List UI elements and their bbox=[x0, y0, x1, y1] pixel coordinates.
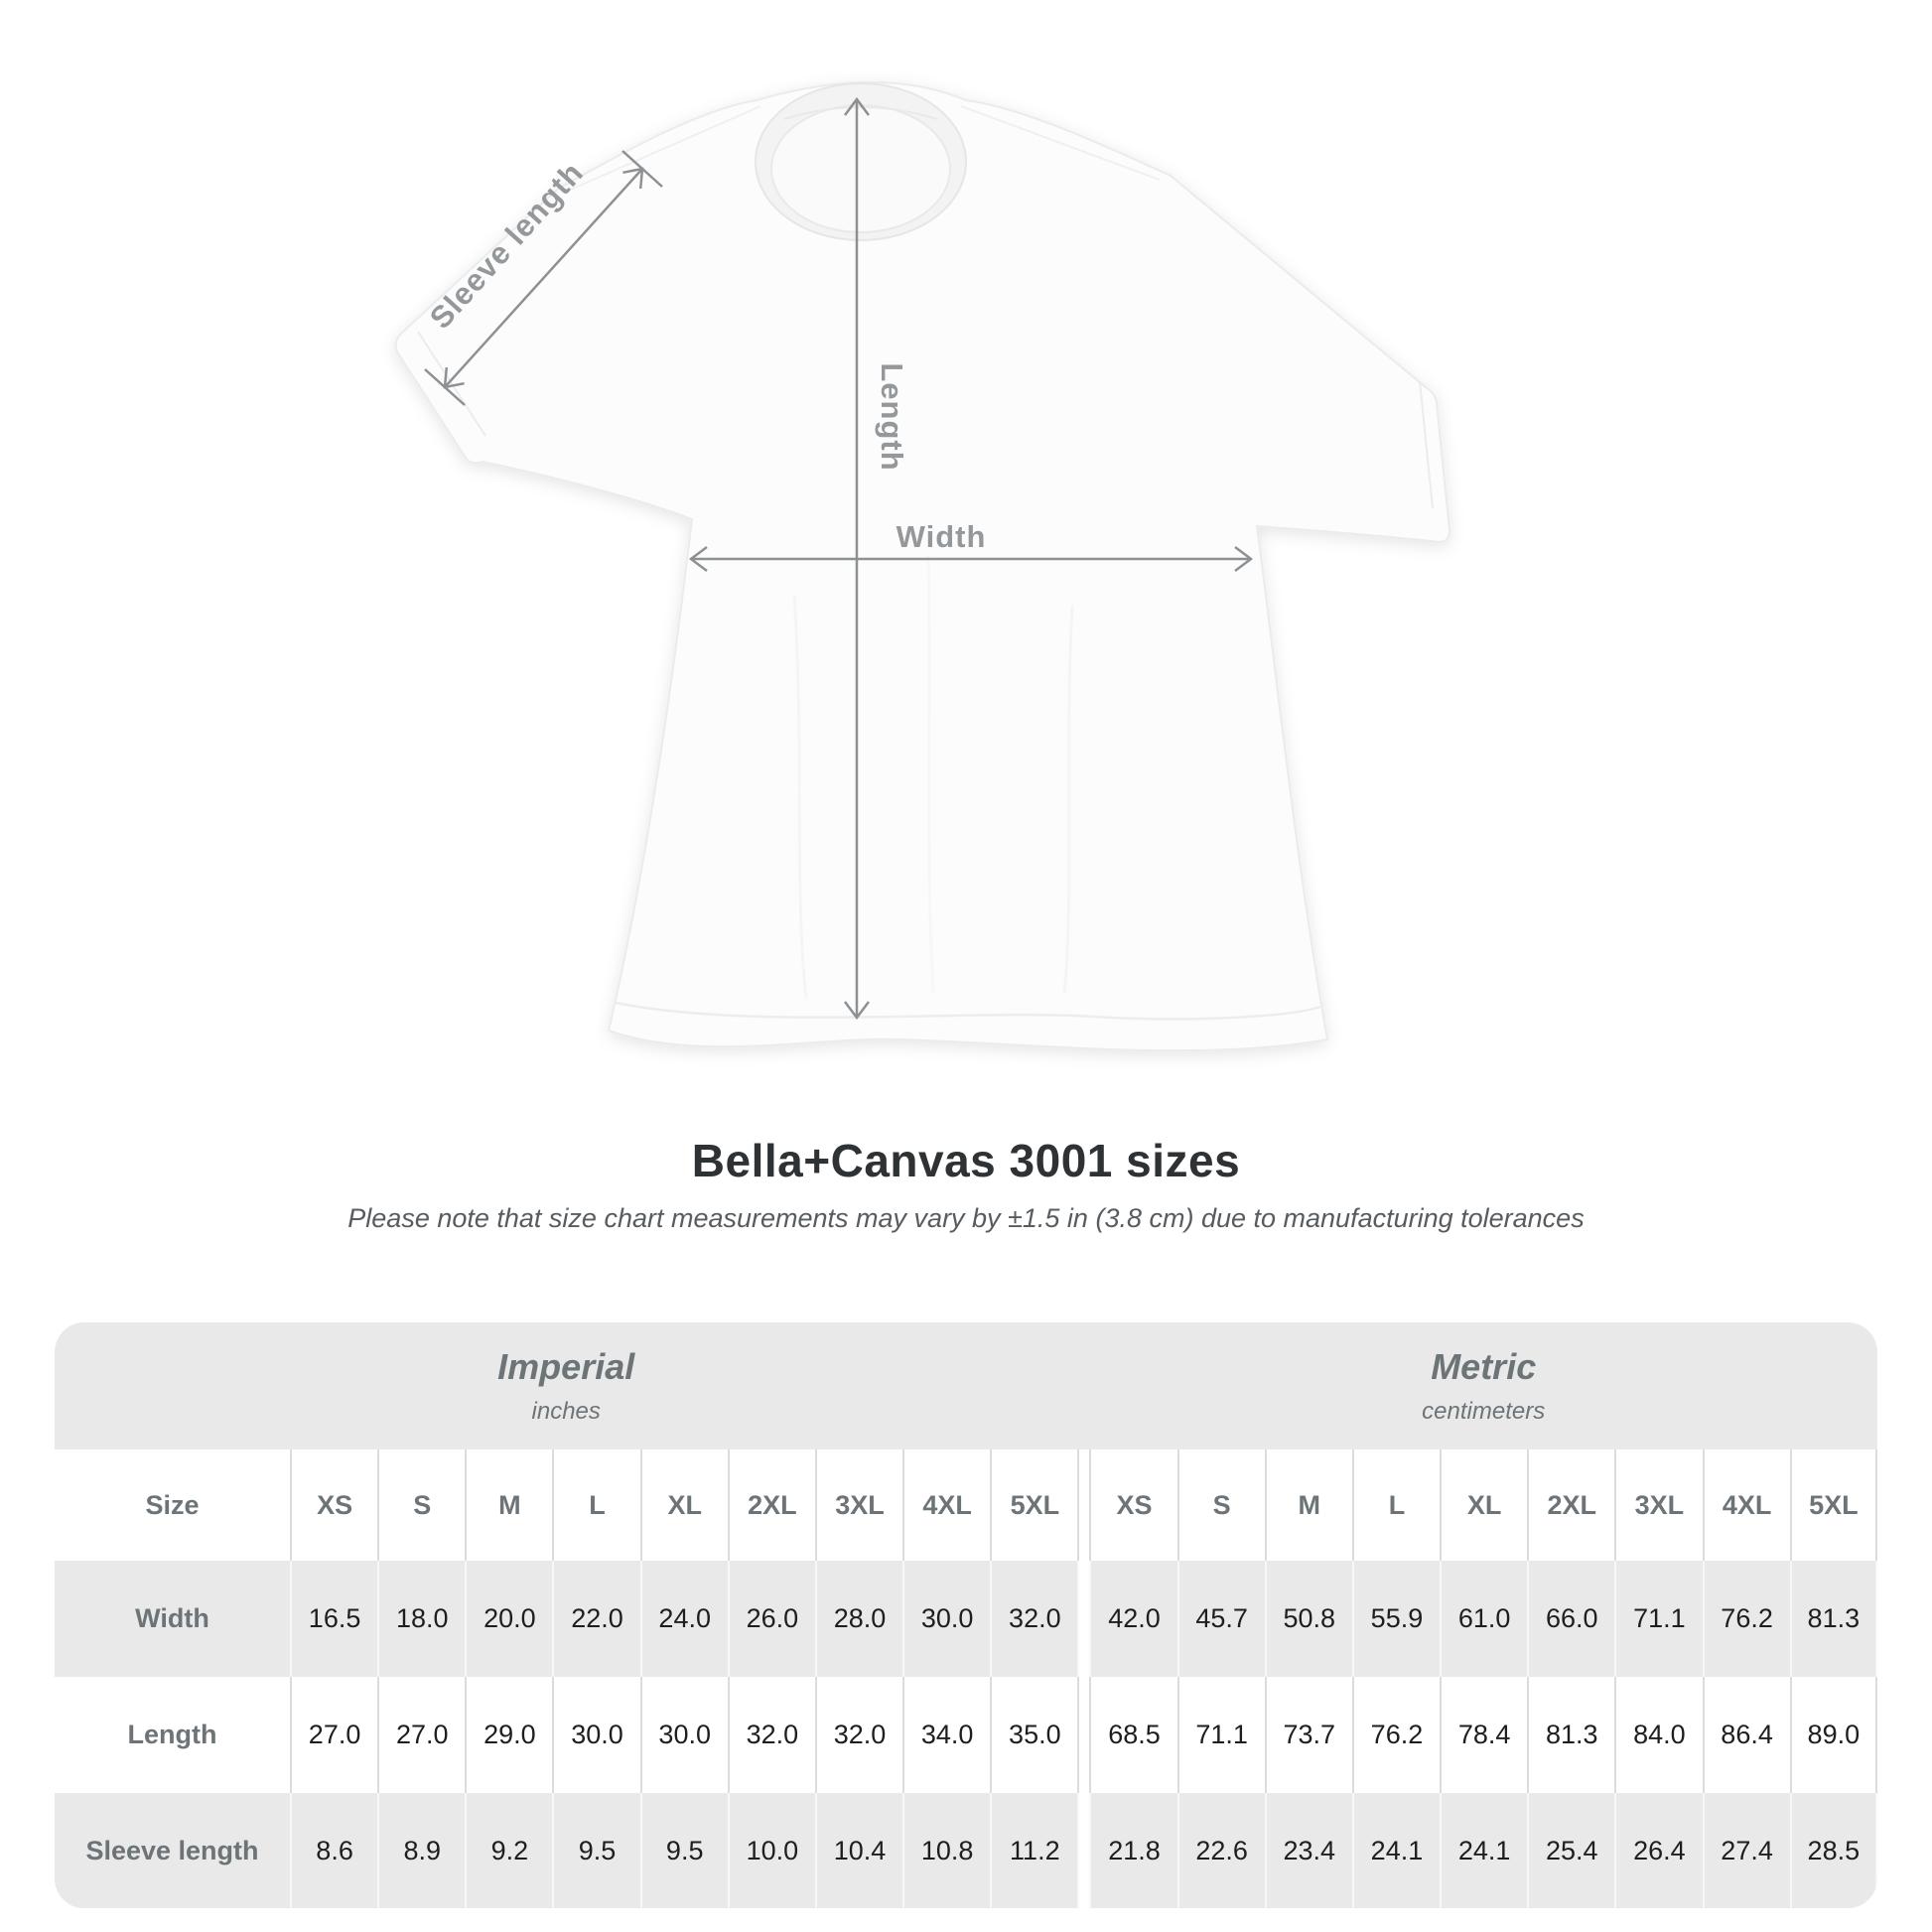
size-col-imperial-2XL: 2XL bbox=[728, 1449, 815, 1561]
value-metric-XS: 42.0 bbox=[1089, 1561, 1176, 1677]
value-imperial-2XL: 26.0 bbox=[728, 1561, 815, 1677]
unit-header-row bbox=[55, 1322, 1877, 1449]
value-imperial-4XL: 10.8 bbox=[902, 1793, 990, 1908]
group-gap bbox=[1077, 1677, 1089, 1793]
value-metric-2XL: 66.0 bbox=[1527, 1561, 1614, 1677]
value-metric-XS: 68.5 bbox=[1089, 1677, 1176, 1793]
value-metric-XL: 24.1 bbox=[1440, 1793, 1527, 1908]
value-metric-L: 55.9 bbox=[1352, 1561, 1440, 1677]
value-imperial-S: 8.9 bbox=[377, 1793, 465, 1908]
value-metric-XS: 21.8 bbox=[1089, 1793, 1176, 1908]
value-imperial-M: 20.0 bbox=[465, 1561, 552, 1677]
length-label: Length bbox=[875, 362, 909, 472]
value-metric-XL: 78.4 bbox=[1440, 1677, 1527, 1793]
value-metric-2XL: 81.3 bbox=[1527, 1677, 1614, 1793]
value-metric-5XL: 89.0 bbox=[1790, 1677, 1877, 1793]
value-metric-4XL: 27.4 bbox=[1703, 1793, 1790, 1908]
size-col-imperial-3XL: 3XL bbox=[815, 1449, 902, 1561]
value-imperial-XS: 16.5 bbox=[290, 1561, 377, 1677]
value-metric-3XL: 84.0 bbox=[1614, 1677, 1702, 1793]
value-metric-XL: 61.0 bbox=[1440, 1561, 1527, 1677]
value-imperial-3XL: 32.0 bbox=[815, 1677, 902, 1793]
unit-header-gap bbox=[1077, 1322, 1089, 1449]
heading-block bbox=[0, 1134, 1932, 1234]
value-imperial-XS: 27.0 bbox=[290, 1677, 377, 1793]
group-gap bbox=[1077, 1793, 1089, 1908]
row-label: Length bbox=[127, 1720, 217, 1749]
value-metric-S: 71.1 bbox=[1177, 1677, 1265, 1793]
collar-rib bbox=[771, 105, 950, 232]
size-col-imperial-S: S bbox=[377, 1449, 465, 1561]
size-col-metric-S: S bbox=[1177, 1449, 1265, 1561]
size-col-imperial-L: L bbox=[552, 1449, 639, 1561]
imperial-header bbox=[55, 1322, 1077, 1449]
size-col-imperial-M: M bbox=[465, 1449, 552, 1561]
metric-header bbox=[1089, 1322, 1877, 1449]
size-col-imperial-XS: XS bbox=[290, 1449, 377, 1561]
tshirt-illustration bbox=[396, 82, 1449, 1050]
size-chart-table bbox=[55, 1322, 1877, 1908]
metric-title: Metric bbox=[1431, 1346, 1537, 1387]
value-metric-M: 50.8 bbox=[1265, 1561, 1352, 1677]
size-col-imperial-4XL: 4XL bbox=[902, 1449, 990, 1561]
value-imperial-L: 22.0 bbox=[552, 1561, 639, 1677]
value-metric-3XL: 71.1 bbox=[1614, 1561, 1702, 1677]
imperial-title: Imperial bbox=[497, 1346, 635, 1387]
value-metric-5XL: 28.5 bbox=[1790, 1793, 1877, 1908]
size-header-row bbox=[55, 1449, 1877, 1561]
value-imperial-M: 29.0 bbox=[465, 1677, 552, 1793]
value-imperial-XL: 30.0 bbox=[640, 1677, 728, 1793]
sleeve-length-label: Sleeve length bbox=[422, 155, 591, 336]
value-imperial-2XL: 32.0 bbox=[728, 1677, 815, 1793]
value-imperial-S: 27.0 bbox=[377, 1677, 465, 1793]
size-col-imperial-XL: XL bbox=[640, 1449, 728, 1561]
size-col-metric-XL: XL bbox=[1440, 1449, 1527, 1561]
value-metric-M: 73.7 bbox=[1265, 1677, 1352, 1793]
value-imperial-S: 18.0 bbox=[377, 1561, 465, 1677]
value-imperial-5XL: 35.0 bbox=[990, 1677, 1077, 1793]
size-col-imperial-5XL: 5XL bbox=[990, 1449, 1077, 1561]
value-metric-L: 76.2 bbox=[1352, 1677, 1440, 1793]
value-metric-3XL: 26.4 bbox=[1614, 1793, 1702, 1908]
size-row-label: Size bbox=[145, 1489, 200, 1520]
row-label: Width bbox=[135, 1603, 209, 1633]
value-imperial-5XL: 32.0 bbox=[990, 1561, 1077, 1677]
imperial-unit: inches bbox=[531, 1398, 601, 1425]
size-col-metric-4XL: 4XL bbox=[1703, 1449, 1790, 1561]
value-imperial-2XL: 10.0 bbox=[728, 1793, 815, 1908]
value-metric-4XL: 86.4 bbox=[1703, 1677, 1790, 1793]
group-gap bbox=[1077, 1449, 1089, 1561]
value-imperial-XL: 24.0 bbox=[640, 1561, 728, 1677]
size-col-metric-2XL: 2XL bbox=[1527, 1449, 1614, 1561]
value-metric-4XL: 76.2 bbox=[1703, 1561, 1790, 1677]
measurement-row-length bbox=[55, 1677, 1877, 1793]
width-label: Width bbox=[896, 519, 987, 554]
value-metric-2XL: 25.4 bbox=[1527, 1793, 1614, 1908]
value-imperial-3XL: 10.4 bbox=[815, 1793, 902, 1908]
value-metric-5XL: 81.3 bbox=[1790, 1561, 1877, 1677]
value-metric-L: 24.1 bbox=[1352, 1793, 1440, 1908]
value-imperial-XS: 8.6 bbox=[290, 1793, 377, 1908]
value-imperial-L: 30.0 bbox=[552, 1677, 639, 1793]
size-col-metric-M: M bbox=[1265, 1449, 1352, 1561]
value-imperial-3XL: 28.0 bbox=[815, 1561, 902, 1677]
measurement-row-sleeve-length bbox=[55, 1793, 1877, 1908]
value-imperial-4XL: 34.0 bbox=[902, 1677, 990, 1793]
value-metric-M: 23.4 bbox=[1265, 1793, 1352, 1908]
value-imperial-M: 9.2 bbox=[465, 1793, 552, 1908]
value-imperial-5XL: 11.2 bbox=[990, 1793, 1077, 1908]
value-metric-S: 22.6 bbox=[1177, 1793, 1265, 1908]
value-imperial-4XL: 30.0 bbox=[902, 1561, 990, 1677]
metric-unit: centimeters bbox=[1422, 1398, 1546, 1425]
size-col-metric-XS: XS bbox=[1089, 1449, 1176, 1561]
measurement-row-width bbox=[55, 1561, 1877, 1677]
value-imperial-XL: 9.5 bbox=[640, 1793, 728, 1908]
size-chart-card bbox=[55, 1322, 1877, 1908]
value-metric-S: 45.7 bbox=[1177, 1561, 1265, 1677]
size-col-metric-3XL: 3XL bbox=[1614, 1449, 1702, 1561]
value-imperial-L: 9.5 bbox=[552, 1793, 639, 1908]
size-col-metric-L: L bbox=[1352, 1449, 1440, 1561]
size-col-metric-5XL: 5XL bbox=[1790, 1449, 1877, 1561]
group-gap bbox=[1077, 1561, 1089, 1677]
row-label: Sleeve length bbox=[85, 1836, 259, 1865]
page-subtitle: Please note that size chart measurements may vary by ±1.5 in (3.8 cm) due to manufacturing tolerances bbox=[347, 1203, 1585, 1233]
page-title: Bella+Canvas 3001 sizes bbox=[691, 1135, 1241, 1186]
